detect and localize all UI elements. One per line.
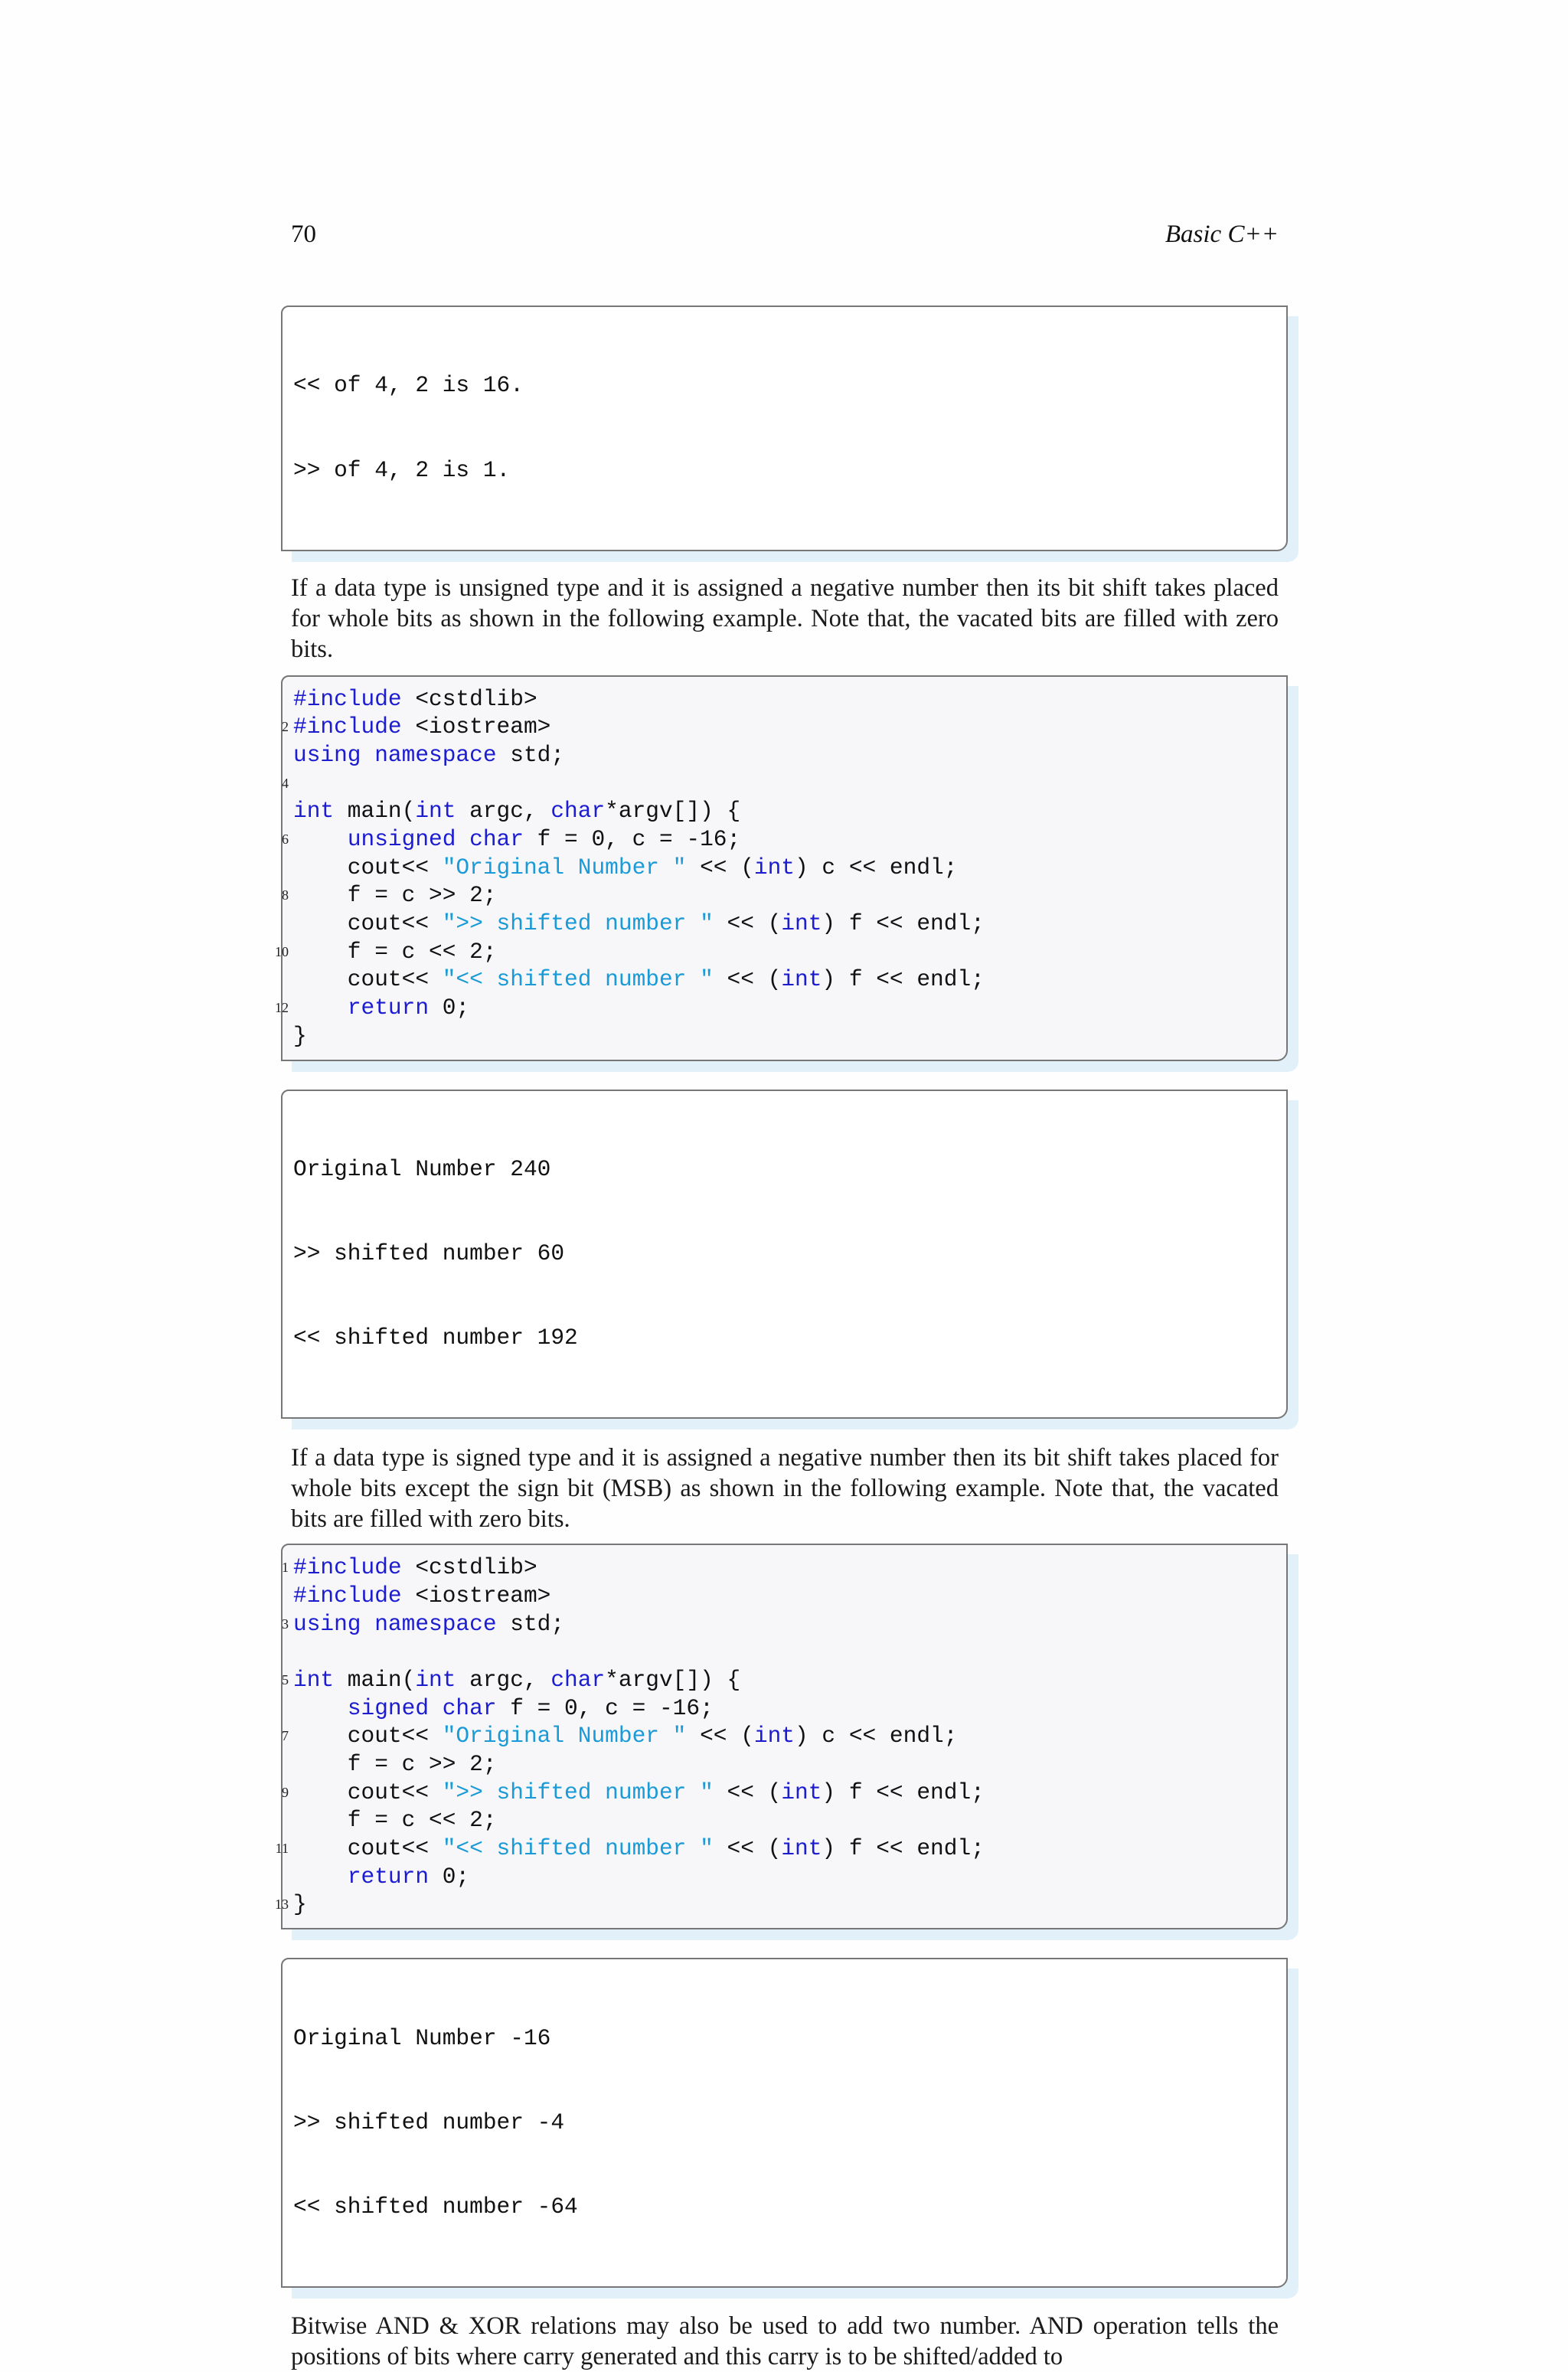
code-text: argc,: [456, 798, 551, 825]
code-string: "Original Number ": [442, 1723, 687, 1750]
code-line: [275, 1890, 1286, 1919]
code-text: main(: [334, 1666, 416, 1693]
code-keyword: int: [753, 1723, 795, 1750]
code-keyword: char: [550, 1666, 606, 1693]
code-keyword: #include: [293, 1582, 402, 1609]
code-text: f = c << 2;: [293, 1807, 497, 1834]
code-listing-1: [275, 675, 1288, 1061]
code-text: ) f << endl;: [822, 1779, 985, 1805]
code-text: << (: [686, 1723, 754, 1750]
code-text: *argv[]) {: [605, 1666, 741, 1693]
code-text: <iostream>: [401, 714, 551, 740]
code-keyword: #include: [293, 685, 402, 712]
code-string: ">> shifted number ": [442, 910, 714, 937]
code-line: [293, 1863, 1286, 1891]
code-line: [293, 685, 1286, 714]
code-text: cout<<: [293, 1779, 443, 1805]
line-number: 1: [282, 1560, 289, 1576]
line-number: 4: [282, 775, 289, 791]
code-text: 0;: [429, 995, 470, 1021]
code-text: std;: [496, 1610, 565, 1637]
line-number: 10: [275, 943, 289, 959]
code-text: cout<<: [293, 910, 443, 937]
code-line: [293, 1022, 1286, 1050]
output-box-1: [281, 305, 1288, 551]
code-text: main(: [334, 798, 416, 825]
code-text: f = c >> 2;: [293, 1751, 497, 1778]
code-line: [293, 965, 1286, 994]
code-line: [282, 1554, 1286, 1582]
line-number: 7: [282, 1728, 289, 1744]
code-text: [361, 1611, 375, 1637]
output-line: >> shifted number 60: [293, 1240, 565, 1267]
code-line: [275, 994, 1286, 1022]
line-number: 9: [282, 1784, 289, 1800]
code-text: ) f << endl;: [822, 910, 985, 937]
code-text: ) f << endl;: [822, 1835, 985, 1862]
code-text: ) f << endl;: [822, 966, 985, 993]
code-keyword: namespace: [374, 741, 497, 768]
code-text: cout<<: [293, 1835, 443, 1862]
code-text: << (: [713, 1835, 782, 1862]
code-keyword: char: [442, 1694, 497, 1721]
code-text: f = 0, c = -16;: [496, 1694, 714, 1721]
code-keyword: int: [781, 1835, 822, 1862]
code-text: cout<<: [293, 966, 443, 993]
code-text: }: [293, 1022, 307, 1049]
code-keyword: int: [415, 1666, 456, 1693]
code-keyword: int: [415, 798, 456, 825]
output-line: << shifted number 192: [293, 1325, 578, 1351]
output-line: << of 4, 2 is 16.: [293, 372, 524, 399]
code-text: f = c << 2;: [293, 938, 497, 965]
code-line: [293, 1750, 1286, 1779]
code-text: <cstdlib>: [401, 1554, 537, 1581]
code-line: [293, 1582, 1286, 1610]
code-listing-2: [275, 1544, 1288, 1929]
code-keyword: char: [550, 798, 606, 825]
output-line: Original Number 240: [293, 1155, 551, 1182]
code-line: [275, 1835, 1286, 1863]
code-text: <cstdlib>: [401, 685, 537, 712]
code-keyword: char: [469, 826, 524, 853]
code-text: 0;: [429, 1863, 470, 1890]
code-text: f = 0, c = -16;: [523, 826, 741, 853]
code-keyword: int: [781, 910, 822, 937]
line-number: 8: [282, 887, 289, 903]
code-keyword: unsigned: [347, 826, 456, 853]
code-text: << (: [686, 854, 754, 881]
code-line: [293, 1694, 1286, 1723]
line-number: 6: [282, 832, 289, 848]
code-keyword: #include: [293, 714, 402, 740]
output-line: << shifted number -64: [293, 2193, 578, 2220]
code-line: [282, 713, 1286, 741]
code-text: *argv[]) {: [605, 798, 741, 825]
code-keyword: int: [293, 1666, 335, 1693]
code-keyword: using: [293, 1610, 361, 1637]
code-keyword: int: [753, 854, 795, 881]
output-box-3: [281, 1958, 1288, 2288]
code-line: [282, 825, 1286, 854]
code-text: [293, 1695, 348, 1721]
code-text: << (: [713, 1779, 782, 1805]
code-keyword: #include: [293, 1554, 402, 1581]
code-keyword: return: [347, 1863, 430, 1890]
page-body: [275, 305, 1288, 2372]
code-keyword: return: [347, 995, 430, 1021]
code-text: << (: [713, 966, 782, 993]
code-line: [275, 938, 1286, 966]
code-line: [282, 1779, 1286, 1807]
code-line: [282, 1666, 1286, 1694]
line-number: 5: [282, 1671, 289, 1688]
code-keyword: int: [781, 1779, 822, 1805]
code-line: [293, 854, 1286, 882]
code-keyword: signed: [347, 1694, 430, 1721]
output-box-2: [281, 1090, 1288, 1420]
code-text: [429, 1695, 443, 1721]
code-keyword: using: [293, 741, 361, 768]
code-string: ">> shifted number ": [442, 1779, 714, 1805]
code-keyword: namespace: [374, 1610, 497, 1637]
code-text: cout<<: [293, 854, 443, 881]
code-line: [293, 1806, 1286, 1835]
paragraph: Bitwise AND & XOR relations may also be used to add two number. AND operation tells the positions of bits where carry generated and this carry is to be shifted/added to: [291, 2312, 1279, 2370]
code-line: [293, 741, 1286, 769]
code-keyword: int: [781, 966, 822, 993]
code-text: f = c >> 2;: [293, 882, 497, 909]
code-line: [282, 769, 1286, 798]
line-number: 11: [275, 1841, 289, 1857]
paragraph: If a data type is signed type and it is assigned a negative number then its bit shift takes placed for whole bits except the sign bit (MSB) as shown in the following example. Note that, the vacated bits are filled with zero bits.: [291, 1444, 1279, 1534]
code-text: [293, 1864, 348, 1890]
code-text: cout<<: [293, 1723, 443, 1750]
code-text: }: [293, 1891, 307, 1918]
code-line: [293, 910, 1286, 938]
page-number: 70: [291, 221, 316, 248]
code-text: [361, 742, 375, 768]
code-text: argc,: [456, 1666, 551, 1693]
output-line: >> of 4, 2 is 1.: [293, 456, 511, 483]
code-string: "Original Number ": [442, 854, 687, 881]
code-text: ) c << endl;: [795, 854, 958, 881]
line-number: 3: [282, 1616, 289, 1632]
code-text: ) c << endl;: [795, 1723, 958, 1750]
code-text: << (: [713, 910, 782, 937]
code-line: [282, 1722, 1286, 1750]
code-string: "<< shifted number ": [442, 966, 714, 993]
chapter-title: Basic C++: [1165, 221, 1279, 248]
code-string: "<< shifted number ": [442, 1835, 714, 1862]
code-line: [293, 1638, 1286, 1666]
output-line: >> shifted number -4: [293, 2109, 565, 2135]
code-line: [282, 881, 1286, 910]
code-keyword: int: [293, 798, 335, 825]
code-text: [293, 826, 348, 852]
line-number: 12: [275, 1000, 289, 1016]
paragraph: If a data type is unsigned type and it is assigned a negative number then its bit shift takes placed for whole bits as shown in the following example. Note that, the vacated bits are filled with zero bits.: [291, 573, 1279, 663]
line-number: 13: [275, 1897, 289, 1913]
code-text: [293, 995, 348, 1021]
code-text: [456, 826, 469, 852]
code-text: std;: [496, 741, 565, 768]
output-line: Original Number -16: [293, 2024, 551, 2051]
code-line: [282, 1610, 1286, 1639]
code-line: [293, 797, 1286, 825]
code-text: <iostream>: [401, 1582, 551, 1609]
line-number: 2: [282, 719, 289, 735]
